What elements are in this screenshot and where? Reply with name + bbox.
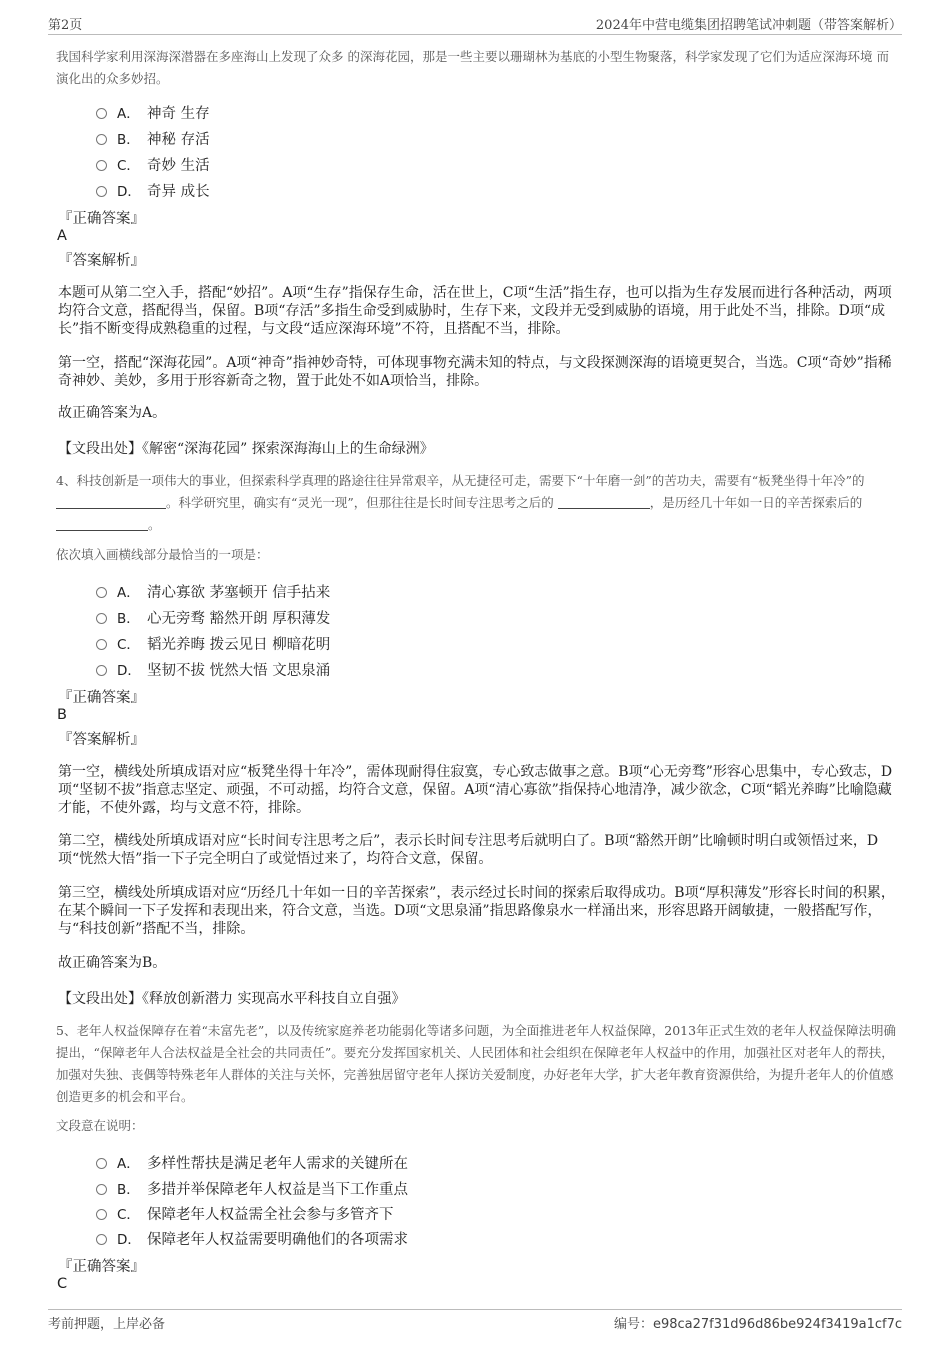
q4-option-b[interactable]: B． 心无旁骛 豁然开朗 厚积薄发 bbox=[96, 607, 330, 629]
q3-option-c[interactable]: C． 奇妙 生活 bbox=[96, 154, 210, 176]
q3-option-d[interactable]: D． 奇异 成长 bbox=[96, 180, 210, 202]
q3-analysis-paragraph: 本题可从第二空入手，搭配“妙招”。A项“生存”指保存生命，活在世上，C项“生活”指生存，也可以指为生存发展而进行各种活动，两项均符合文意，搭配得当，保留。B项“存活”多指生命受到威胁时，生存下来，文段并无受到威胁的语境，用于此处不当，排除。D项“成长”指不断变得成熟稳重的过程，与文段“适应深海环境”不符，且搭配不当，排除。 bbox=[58, 285, 892, 337]
q3-option-b[interactable]: B． 神秘 存活 bbox=[96, 128, 210, 150]
q3-source: 【文段出处】《解密“深海花园” 探索深海海山上的生命绿洲》 bbox=[58, 441, 434, 457]
header-divider bbox=[48, 34, 902, 35]
q3-answer: A bbox=[57, 228, 67, 244]
radio-icon[interactable] bbox=[96, 160, 107, 171]
q5-option-c[interactable]: C． 保障老年人权益需全社会参与多管齐下 bbox=[96, 1203, 394, 1225]
q3-answer-label: 『正确答案』 bbox=[58, 211, 145, 227]
document-code: 编号：e98ca27f31d96d86be924f3419a1cf7c bbox=[613, 1317, 902, 1332]
q3-conclusion: 故正确答案为A。 bbox=[58, 405, 167, 421]
q4-analysis-paragraph: 第三空，横线处所填成语对应“历经几十年如一日的辛苦探索”，表示经过长时间的探索后取得成功。B项“厚积薄发”形容长时间的积累，在某个瞬间一下子发挥和表现出来，符合文意，当选。D项“文思泉涌”指思路像泉水一样涌出来，形容思路开阔敏捷，一般搭配写作，与“科技创新”搭配不当，排除。 bbox=[58, 885, 895, 937]
q4-answer: B bbox=[57, 707, 67, 723]
page-number: 第2页 bbox=[48, 18, 83, 33]
radio-icon[interactable] bbox=[96, 186, 107, 197]
page-header bbox=[48, 14, 902, 32]
footer-slogan: 考前押题，上岸必备 bbox=[48, 1317, 166, 1332]
q5-answer-label: 『正确答案』 bbox=[58, 1259, 145, 1275]
q4-prompt: 依次填入画横线部分最恰当的一项是： bbox=[56, 547, 269, 562]
q5-answer: C bbox=[57, 1276, 68, 1292]
radio-icon[interactable] bbox=[96, 1184, 107, 1195]
answer-blank bbox=[558, 495, 650, 509]
q3-stem: 我国科学家利用深海深潜器在多座海山上发现了众多 的深海花园，那是一些主要以珊瑚林为基底的小型生物聚落，科学家发现了它们为适应深海环境 而演化出的众多妙招。 bbox=[56, 49, 889, 86]
q4-analysis-paragraph: 第一空，横线处所填成语对应“板凳坐得十年冷”，需体现耐得住寂寞，专心致志做事之意。B项“心无旁骛”形容心思集中，专心致志，D项“坚韧不拔”指意志坚定、顽强，不可动摇，均符合文意，保留。A项“清心寡欲”指保持心地清净，减少欲念，C项“韬光养晦”比喻隐藏才能，不使外露，均与文意不符，排除。 bbox=[58, 764, 893, 816]
footer-divider bbox=[48, 1309, 902, 1310]
q4-option-a[interactable]: A． 清心寡欲 茅塞顿开 信手拈来 bbox=[96, 581, 330, 603]
q5-option-d[interactable]: D． 保障老年人权益需要明确他们的各项需求 bbox=[96, 1228, 408, 1250]
q4-analysis-label: 『答案解析』 bbox=[58, 732, 145, 748]
q4-option-c[interactable]: C． 韬光养晦 拨云见日 柳暗花明 bbox=[96, 633, 330, 655]
q4-conclusion: 故正确答案为B。 bbox=[58, 955, 167, 971]
q3-option-a[interactable]: A． 神奇 生存 bbox=[96, 102, 210, 124]
page-footer bbox=[48, 1313, 902, 1333]
q4-answer-label: 『正确答案』 bbox=[58, 690, 145, 706]
q5-stem: 5、老年人权益保障存在着“未富先老”，以及传统家庭养老功能弱化等诸多问题，为全面推进老年人权益保障，2013年正式生效的老年人权益保障法明确提出，“保障老年人合法权益是全社会的共同责任”。要充分发挥国家机关、人民团体和社会组织在保障老年人权益中的作用，加强社区对老年人的帮扶，加强对失独、丧偶等特殊老年人群体的关注与关怀，完善独居留守老年人探访关爱制度，办好老年大学，扩大老年教育资源供给，为提升老年人的价值感创造更多的机会和平台。 bbox=[56, 1023, 897, 1104]
radio-icon[interactable] bbox=[96, 665, 107, 676]
radio-icon[interactable] bbox=[96, 639, 107, 650]
q3-analysis-paragraph: 第一空，搭配“深海花园”。A项“神奇”指神妙奇特，可体现事物充满未知的特点，与文段探测深海的语境更契合，当选。C项“奇妙”指稀奇神妙、美妙，多用于形容新奇之物，置于此处不如A项恰当，排除。 bbox=[58, 355, 892, 389]
radio-icon[interactable] bbox=[96, 1209, 107, 1220]
radio-icon[interactable] bbox=[96, 587, 107, 598]
radio-icon[interactable] bbox=[96, 1158, 107, 1169]
radio-icon[interactable] bbox=[96, 108, 107, 119]
q4-option-d[interactable]: D． 坚韧不拔 恍然大悟 文思泉涌 bbox=[96, 659, 330, 681]
q5-prompt: 文段意在说明： bbox=[56, 1118, 144, 1133]
q4-analysis-paragraph: 第二空，横线处所填成语对应“长时间专注思考之后”，表示长时间专注思考后就明白了。B项“豁然开朗”比喻顿时明白或领悟过来，D项“恍然大悟”指一下子完全明白了或觉悟过来了，均符合文意，保留。 bbox=[58, 833, 879, 867]
document-title: 2024年中营电缆集团招聘笔试冲刺题（带答案解析） bbox=[595, 18, 902, 33]
q4-source: 【文段出处】《释放创新潜力 实现高水平科技自立自强》 bbox=[58, 991, 406, 1007]
q5-option-a[interactable]: A． 多样性帮扶是满足老年人需求的关键所在 bbox=[96, 1152, 408, 1174]
radio-icon[interactable] bbox=[96, 613, 107, 624]
answer-blank bbox=[56, 495, 166, 509]
q3-analysis-label: 『答案解析』 bbox=[58, 253, 145, 269]
q4-stem: 4、科技创新是一项伟大的事业，但探索科学真理的路途往往异常艰辛，从无捷径可走，需要下“十年磨一剑”的苦功夫，需要有“板凳坐得十年冷”的 。科学研究里，确实有“灵光一现”，但那往往是长时间专注思考之后的 ，是历经几十年如一日的辛苦探索后的 。 bbox=[56, 473, 865, 532]
answer-blank bbox=[56, 517, 148, 531]
q5-option-b[interactable]: B． 多措并举保障老年人权益是当下工作重点 bbox=[96, 1178, 408, 1200]
radio-icon[interactable] bbox=[96, 1234, 107, 1245]
radio-icon[interactable] bbox=[96, 134, 107, 145]
